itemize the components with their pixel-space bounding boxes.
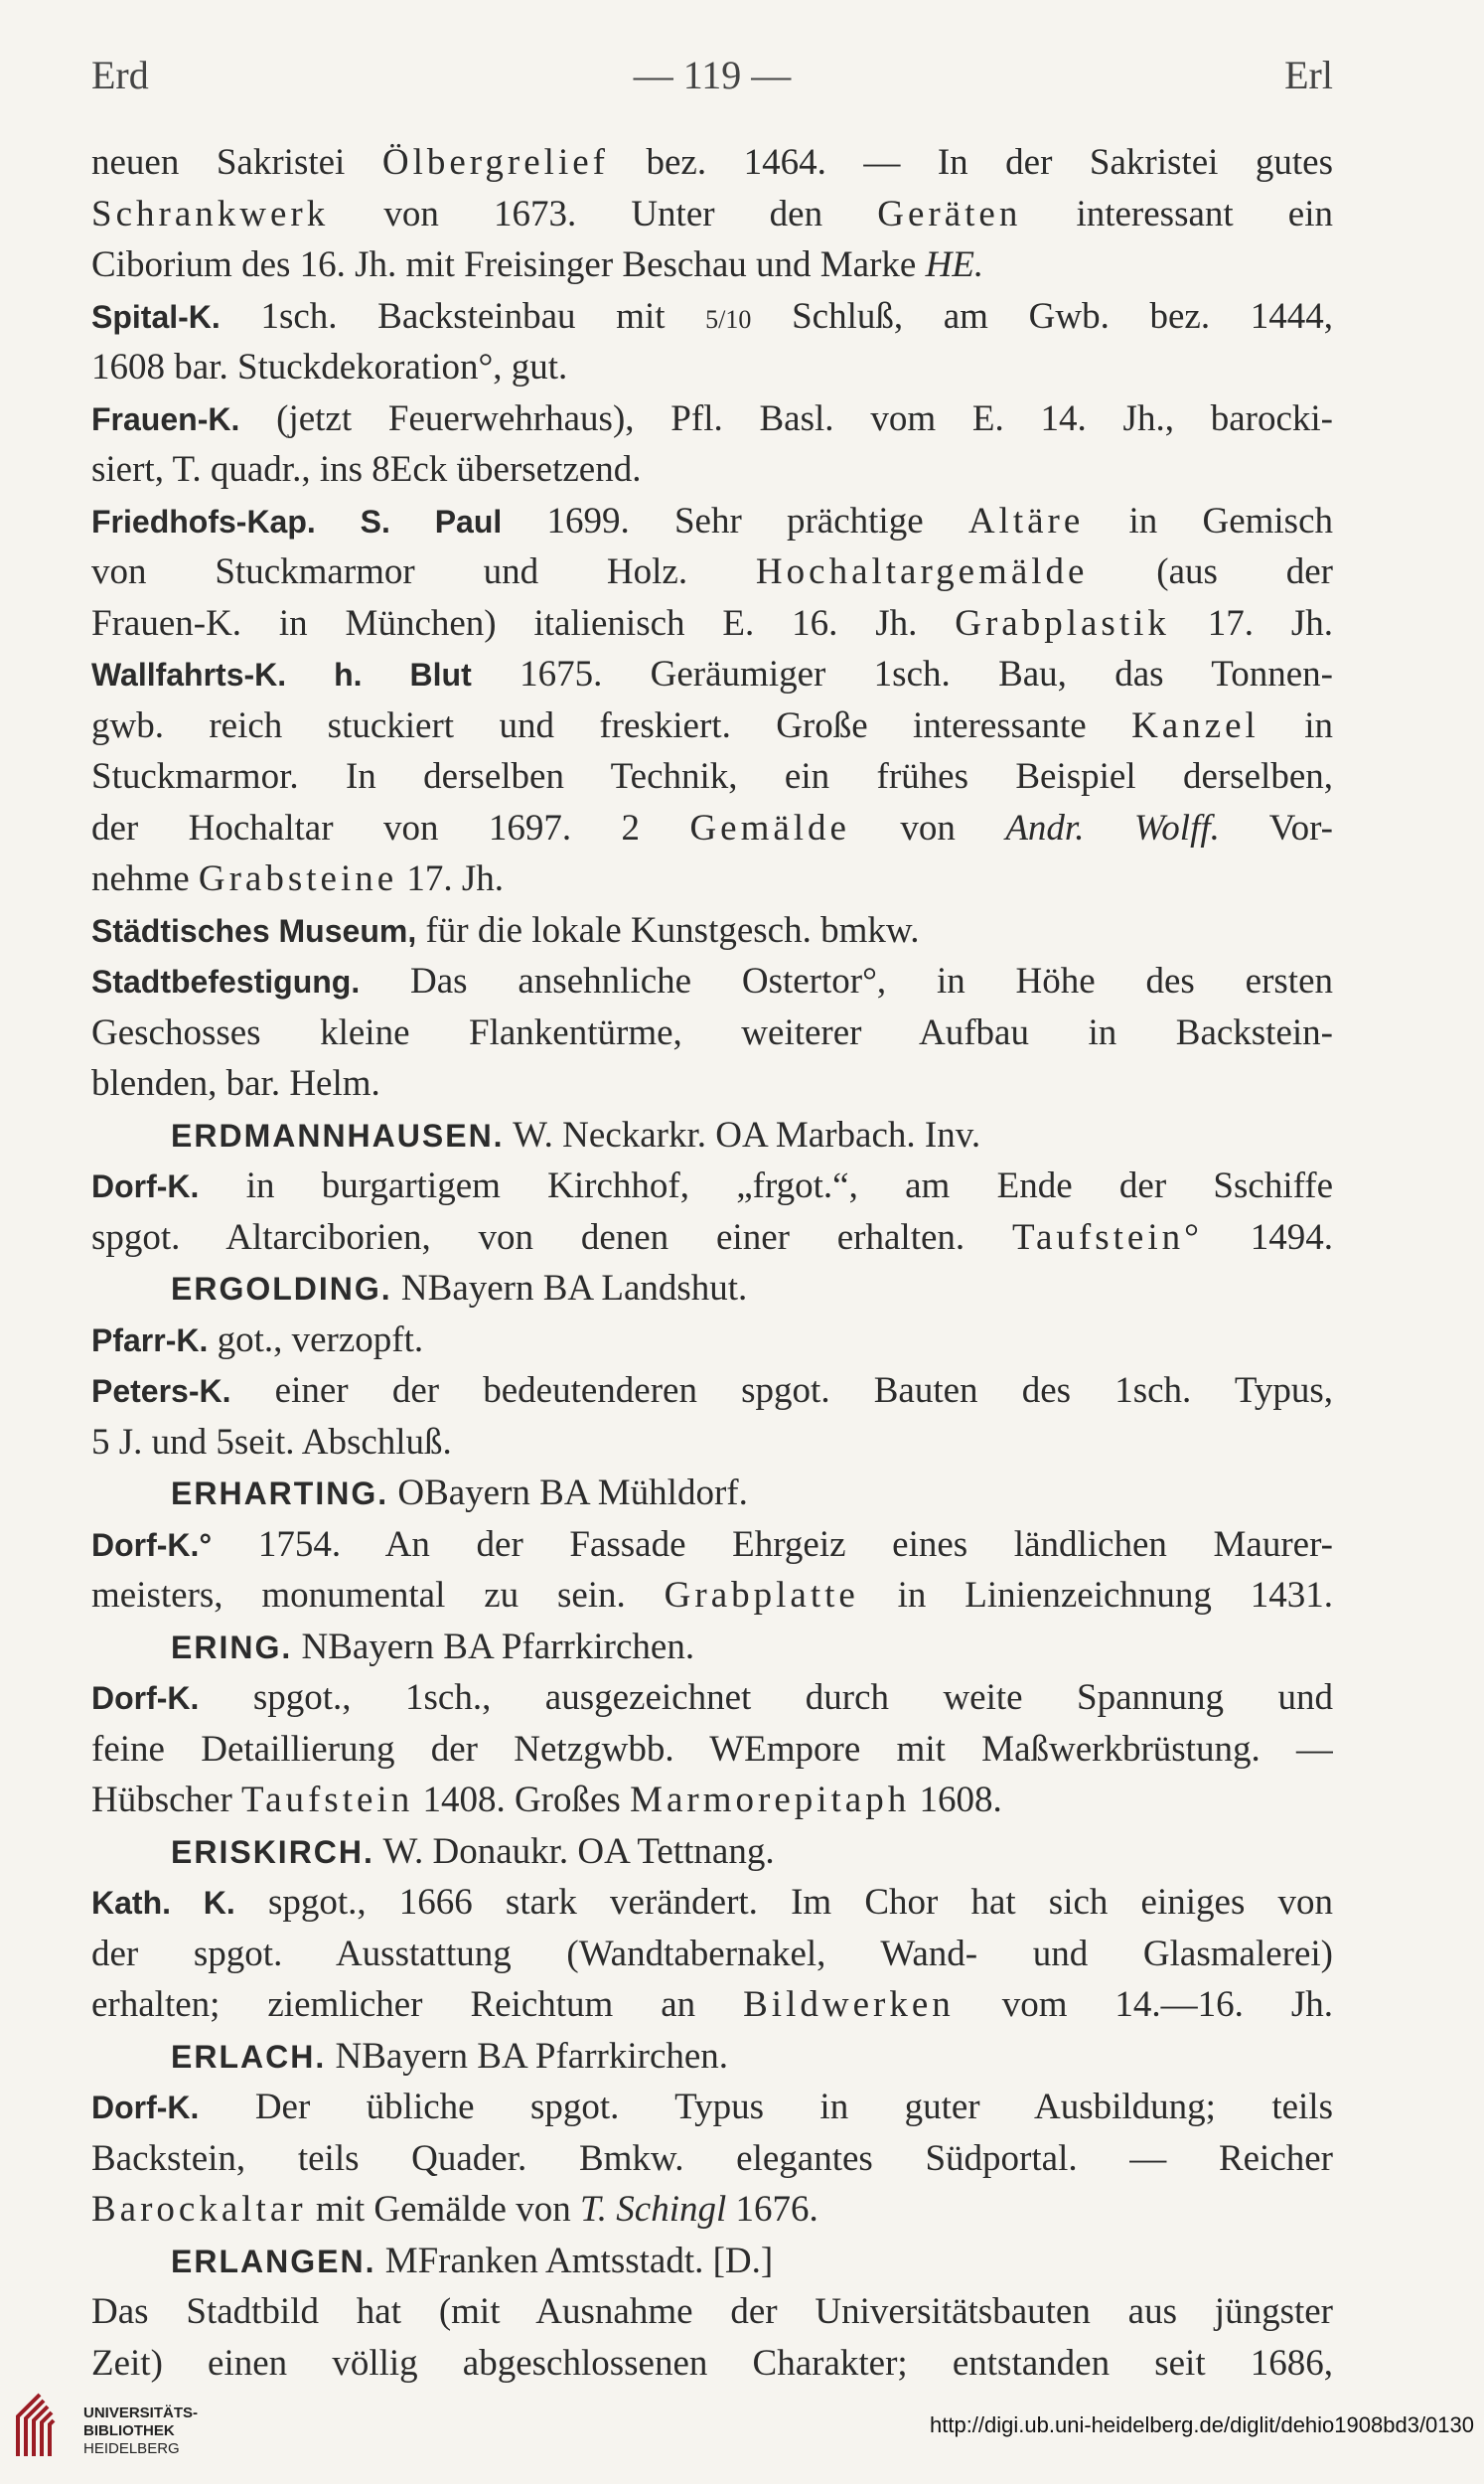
body-text <box>91 137 1333 2389</box>
text-line <box>91 1008 1333 1059</box>
entry-term: Dorf-K. <box>91 2090 200 2125</box>
text-run: spgot., 1666 stark verändert. Im Chor hat sich einiges von <box>234 1882 1333 1923</box>
text-run: W. Neckarkr. OA Marbach. Inv. <box>504 1114 981 1156</box>
italic-name: Andr. Wolff. <box>1005 807 1220 849</box>
entry-term: Frauen-K. <box>91 400 240 437</box>
spaced-term: Gemälde <box>689 807 850 849</box>
spaced-term: Bildwerken <box>743 1984 955 2025</box>
spaced-term: Hochaltargemälde <box>755 551 1089 592</box>
text-run: meisters, monumental zu sein. <box>91 1575 665 1616</box>
text-run: 17. Jh. <box>397 858 505 899</box>
text-line <box>91 496 1333 547</box>
spaced-term: Barockaltar <box>91 2189 307 2230</box>
text-line <box>91 1724 1333 1776</box>
text-run: von <box>849 807 1006 849</box>
running-head <box>91 52 1333 111</box>
entry-term: Friedhofs-Kap. S. Paul <box>91 503 503 540</box>
text-run: in Gemisch <box>1084 500 1333 542</box>
text-run: der Hochaltar von 1697. 2 <box>91 807 690 849</box>
spaced-term: Altäre <box>967 500 1085 542</box>
text-line <box>91 956 1333 1008</box>
library-name-line: UNIVERSITÄTS- <box>83 2405 199 2421</box>
text-line <box>91 1315 1333 1366</box>
library-logo-icon <box>10 2391 72 2460</box>
text-run: blenden, bar. Helm. <box>91 1063 380 1104</box>
text-run: Das ansehnliche Ostertor°, in Höhe des ersten <box>360 961 1333 1002</box>
entry-term: Stadtbefestigung. <box>91 964 361 1000</box>
text-line <box>91 1519 1333 1571</box>
entry-term: Dorf-K. <box>91 1680 200 1716</box>
running-head-left: Erd <box>91 53 149 97</box>
entry-heading-line <box>91 1468 1333 1519</box>
place-heading: ERLANGEN. <box>171 2243 376 2279</box>
text-line <box>91 1672 1333 1724</box>
text-run: neuen Sakristei <box>91 142 382 183</box>
text-line <box>91 1979 1333 2031</box>
text-run: NBayern BA Pfarrkirchen. <box>326 2035 729 2077</box>
library-name <box>83 2405 198 2458</box>
entry-term: Spital-K. <box>91 298 221 335</box>
italic-name: HE. <box>925 244 984 285</box>
entry-term: Dorf-K. <box>91 1168 200 1204</box>
text-run: gwb. reich stuckiert und freskiert. Große interessante <box>91 704 1132 746</box>
entry-term: Peters-K. <box>91 1373 231 1409</box>
spaced-term: Taufstein° <box>1011 1216 1203 1258</box>
text-run: einer der bedeutenderen spgot. Bauten des 1sch. Typus, <box>230 1370 1333 1411</box>
text-run: nehme <box>91 858 199 899</box>
text-run: 5 J. und 5seit. Abschluß. <box>91 1421 452 1463</box>
text-run: erhalten; ziemlicher Reichtum an <box>91 1984 744 2025</box>
text-line <box>91 393 1333 445</box>
text-run: von 1673. Unter den <box>329 193 878 234</box>
place-heading: ERING. <box>171 1629 293 1665</box>
text-line <box>91 2286 1333 2338</box>
text-run: mit Gemälde von <box>306 2189 580 2230</box>
text-line <box>91 444 1333 496</box>
text-line <box>91 598 1333 650</box>
text-run: got., verzopft. <box>208 1319 424 1360</box>
italic-name: T. Schingl <box>579 2189 727 2230</box>
entry-term: Dorf-K.° <box>91 1526 213 1563</box>
text-line <box>91 854 1333 905</box>
text-run: 1699. Sehr prächtige <box>502 500 968 542</box>
entry-term: Städtisches Museum, <box>91 912 417 949</box>
spaced-term: Kanzel <box>1131 704 1260 746</box>
library-name-line: HEIDELBERG <box>83 2440 180 2457</box>
text-run: 1408. Großes <box>413 1780 631 1820</box>
text-run: der spgot. Ausstattung (Wandtabernakel, Wand- und Glasmalerei) <box>91 1933 1333 1974</box>
library-name-line: BIBLIOTHEK <box>83 2422 175 2439</box>
text-run: Stuckmarmor. In derselben Technik, ein frühes Beispiel derselben, <box>91 756 1333 797</box>
spaced-term: Geräten <box>877 193 1022 234</box>
place-heading: ERDMANNHAUSEN. <box>171 1117 505 1154</box>
fraction: 5/10 <box>705 304 752 334</box>
entry-term: Pfarr-K. <box>91 1321 209 1358</box>
text-run: spgot., 1sch., ausgezeichnet durch weite Spannung und <box>199 1677 1333 1718</box>
text-run: Hübscher <box>91 1780 242 1820</box>
text-run: NBayern BA Landshut. <box>391 1268 748 1309</box>
spaced-term: Marmorepitaph <box>630 1780 911 1820</box>
text-line <box>91 137 1333 189</box>
text-run: Ciborium des 16. Jh. mit Freisinger Beschau und Marke <box>91 244 926 285</box>
text-run: 17. Jh. <box>1169 602 1333 644</box>
text-run: in Linienzeichnung 1431. <box>858 1575 1333 1616</box>
text-line <box>91 1365 1333 1417</box>
text-run: W. Donaukr. OA Tettnang. <box>373 1830 775 1872</box>
text-run: 1676. <box>726 2189 818 2230</box>
text-run: spgot. Altarciborien, von denen einer erhalten. <box>91 1216 1012 1258</box>
text-run: Frauen-K. in München) italienisch E. 16. Jh. <box>91 602 956 644</box>
text-run: interessant ein <box>1021 193 1333 234</box>
text-run: vom 14.—16. Jh. <box>954 1984 1333 2025</box>
spaced-term: Grabplastik <box>955 602 1170 644</box>
text-run: (jetzt Feuerwehrhaus), Pfl. Basl. vom E. 14. Jh., barocki- <box>239 397 1333 439</box>
entry-heading-line <box>91 2031 1333 2083</box>
entry-heading-line <box>91 1826 1333 1878</box>
text-line <box>91 751 1333 803</box>
text-run: bez. 1464. — In der Sakristei gutes <box>608 142 1333 183</box>
text-run: Geschosses kleine Flankentürme, weiterer Aufbau in Backstein- <box>91 1011 1333 1053</box>
source-url-link[interactable]: http://digi.ub.uni-heidelberg.de/diglit/dehio1908bd3/0130 <box>930 2412 1474 2437</box>
text-line <box>91 2082 1333 2133</box>
text-run: für die lokale Kunstgesch. bmkw. <box>416 909 920 951</box>
text-run: 1754. An der Fassade Ehrgeiz eines ländlichen Maurer- <box>212 1523 1333 1565</box>
text-line <box>91 546 1333 598</box>
entry-heading-line <box>91 1263 1333 1315</box>
text-line <box>91 239 1333 291</box>
text-run: Zeit) einen völlig abgeschlossenen Charakter; entstanden seit 1686, <box>91 2342 1333 2384</box>
spaced-term: Taufstein <box>241 1780 414 1820</box>
page-number: — 119 — <box>633 53 792 97</box>
text-line <box>91 1058 1333 1110</box>
text-line <box>91 700 1333 752</box>
entry-term: Kath. K. <box>91 1885 235 1921</box>
entry-heading-line <box>91 2236 1333 2287</box>
text-line <box>91 342 1333 393</box>
spaced-term: Grabplatte <box>664 1575 859 1616</box>
footer <box>0 2375 1484 2484</box>
text-run: in burgartigem Kirchhof, „frgot.“, am Ende der Sschiffe <box>199 1165 1333 1206</box>
entry-heading-line <box>91 1110 1333 1162</box>
text-run: 1494. <box>1202 1216 1333 1258</box>
text-line <box>91 189 1333 240</box>
text-line <box>91 1417 1333 1469</box>
spaced-term: Grabsteine <box>198 858 398 899</box>
text-run: NBayern BA Pfarrkirchen. <box>292 1626 695 1667</box>
text-run: in <box>1259 704 1333 746</box>
text-run: MFranken Amtsstadt. [D.] <box>375 2240 774 2281</box>
text-run: siert, T. quadr., ins 8Eck übersetzend. <box>91 449 642 490</box>
spaced-term: Schrankwerk <box>91 193 330 234</box>
text-run: Der übliche spgot. Typus in guter Ausbildung; teils <box>199 2087 1333 2127</box>
text-run: 1608. <box>910 1780 1002 1820</box>
entry-heading-line <box>91 1622 1333 1673</box>
text-line <box>91 2184 1333 2236</box>
text-line <box>91 2133 1333 2185</box>
text-line <box>91 1570 1333 1622</box>
text-run: Backstein, teils Quader. Bmkw. elegantes Südportal. — Reicher <box>91 2137 1333 2179</box>
text-line <box>91 905 1333 957</box>
place-heading: ERGOLDING. <box>171 1271 392 1307</box>
text-run: OBayern BA Mühldorf. <box>388 1473 748 1513</box>
text-run: Vor- <box>1219 807 1333 849</box>
place-heading: ERISKIRCH. <box>171 1833 374 1870</box>
text-line <box>91 1212 1333 1264</box>
text-run: 1675. Geräumiger 1sch. Bau, das Tonnen- <box>471 654 1333 695</box>
place-heading: ERLACH. <box>171 2038 327 2075</box>
text-line <box>91 803 1333 854</box>
spaced-term: Ölbergrelief <box>381 142 609 183</box>
text-run: Schluß, am Gwb. bez. 1444, <box>751 295 1333 337</box>
text-run: 1sch. Backsteinbau mit <box>220 295 706 337</box>
text-run: von Stuckmarmor und Holz. <box>91 551 756 592</box>
entry-term: Wallfahrts-K. h. Blut <box>91 657 472 693</box>
text-line <box>91 1877 1333 1929</box>
text-run: (aus der <box>1088 551 1333 592</box>
text-line <box>91 1929 1333 1980</box>
running-head-right: Erl <box>1284 53 1333 97</box>
text-run: feine Detaillierung der Netzgwbb. WEmpore mit Maßwerkbrüstung. — <box>91 1728 1333 1770</box>
text-line <box>91 291 1333 343</box>
text-line <box>91 1775 1333 1826</box>
text-run: Das Stadtbild hat (mit Ausnahme der Universitätsbauten aus jüngster <box>91 2291 1333 2332</box>
text-run: 1608 bar. Stuckdekoration°, gut. <box>91 347 568 388</box>
text-line <box>91 1161 1333 1212</box>
place-heading: ERHARTING. <box>171 1475 389 1511</box>
text-line <box>91 649 1333 700</box>
